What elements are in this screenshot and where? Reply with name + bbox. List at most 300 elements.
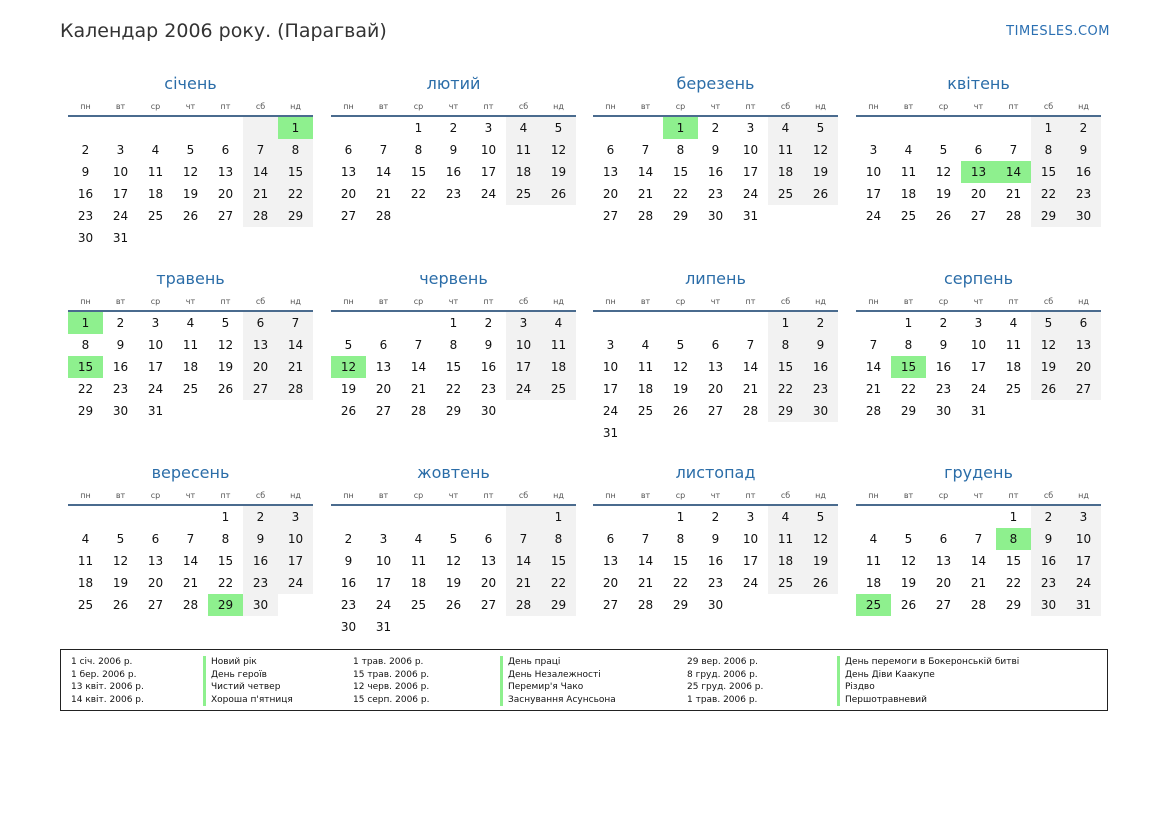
day-cell[interactable]: 7 — [414, 338, 423, 352]
day-cell[interactable]: 23 — [77, 209, 94, 223]
day-cell[interactable]: 3 — [869, 143, 878, 157]
day-cell[interactable]: 21 — [970, 576, 987, 590]
day-cell[interactable]: 30 — [707, 598, 724, 612]
day-cell[interactable]: 23 — [445, 187, 462, 201]
day-cell[interactable]: 15 — [445, 360, 462, 374]
day-cell[interactable]: 3 — [379, 532, 388, 546]
day-cell[interactable]: 29 — [900, 404, 917, 418]
day-cell[interactable]: 21 — [375, 187, 392, 201]
day-cell[interactable]: 15 — [1005, 554, 1022, 568]
day-cell[interactable]: 13 — [935, 554, 952, 568]
day-cell[interactable]: 26 — [541, 183, 576, 205]
day-cell[interactable]: 4 — [151, 143, 160, 157]
day-cell[interactable]: 22 — [77, 382, 94, 396]
day-cell[interactable]: 22 — [1005, 576, 1022, 590]
day-cell[interactable]: 6 — [606, 143, 615, 157]
day-cell[interactable]: 28 — [506, 594, 541, 616]
day-cell[interactable]: 20 — [243, 356, 278, 378]
day-cell[interactable]: 17 — [147, 360, 164, 374]
day-cell[interactable]: 29 — [1005, 598, 1022, 612]
day-cell[interactable]: 30 — [803, 400, 838, 422]
day-cell[interactable]: 2 — [81, 143, 90, 157]
day-cell[interactable]: 13 — [480, 554, 497, 568]
day-cell[interactable]: 14 — [278, 334, 313, 356]
day-cell[interactable]: 19 — [445, 576, 462, 590]
day-cell[interactable]: 11 — [506, 139, 541, 161]
day-cell[interactable]: 7 — [641, 532, 650, 546]
day-cell[interactable]: 26 — [672, 404, 689, 418]
day-cell[interactable]: 8 — [676, 143, 685, 157]
day-cell[interactable]: 27 — [970, 209, 987, 223]
holiday-day-cell[interactable]: 13 — [961, 161, 996, 183]
day-cell[interactable]: 25 — [541, 378, 576, 400]
day-cell[interactable]: 22 — [445, 382, 462, 396]
day-cell[interactable]: 13 — [340, 165, 357, 179]
day-cell[interactable]: 20 — [602, 187, 619, 201]
day-cell[interactable]: 18 — [865, 576, 882, 590]
day-cell[interactable]: 5 — [676, 338, 685, 352]
day-cell[interactable]: 6 — [484, 532, 493, 546]
day-cell[interactable]: 11 — [768, 528, 803, 550]
day-cell[interactable]: 23 — [1031, 572, 1066, 594]
day-cell[interactable]: 4 — [641, 338, 650, 352]
day-cell[interactable]: 9 — [711, 532, 720, 546]
day-cell[interactable]: 22 — [1031, 183, 1066, 205]
day-cell[interactable]: 21 — [243, 183, 278, 205]
day-cell[interactable]: 18 — [147, 187, 164, 201]
day-cell[interactable]: 31 — [147, 404, 164, 418]
day-cell[interactable]: 7 — [186, 532, 195, 546]
day-cell[interactable]: 13 — [375, 360, 392, 374]
day-cell[interactable]: 4 — [1009, 316, 1018, 330]
day-cell[interactable]: 26 — [935, 209, 952, 223]
day-cell[interactable]: 13 — [147, 554, 164, 568]
day-cell[interactable]: 19 — [900, 576, 917, 590]
day-cell[interactable]: 25 — [77, 598, 94, 612]
day-cell[interactable]: 7 — [243, 139, 278, 161]
day-cell[interactable]: 18 — [900, 187, 917, 201]
day-cell[interactable]: 1 — [449, 316, 458, 330]
day-cell[interactable]: 2 — [803, 312, 838, 334]
day-cell[interactable]: 13 — [243, 334, 278, 356]
day-cell[interactable]: 3 — [606, 338, 615, 352]
day-cell[interactable]: 23 — [935, 382, 952, 396]
day-cell[interactable]: 12 — [112, 554, 129, 568]
day-cell[interactable]: 17 — [865, 187, 882, 201]
day-cell[interactable]: 4 — [541, 312, 576, 334]
day-cell[interactable]: 5 — [1031, 312, 1066, 334]
day-cell[interactable]: 27 — [602, 598, 619, 612]
day-cell[interactable]: 15 — [410, 165, 427, 179]
day-cell[interactable]: 21 — [1005, 187, 1022, 201]
day-cell[interactable]: 6 — [151, 532, 160, 546]
day-cell[interactable]: 20 — [480, 576, 497, 590]
day-cell[interactable]: 31 — [602, 426, 619, 440]
day-cell[interactable]: 30 — [707, 209, 724, 223]
day-cell[interactable]: 18 — [637, 382, 654, 396]
day-cell[interactable]: 26 — [112, 598, 129, 612]
day-cell[interactable]: 21 — [182, 576, 199, 590]
day-cell[interactable]: 7 — [974, 532, 983, 546]
day-cell[interactable]: 18 — [182, 360, 199, 374]
day-cell[interactable]: 24 — [742, 576, 759, 590]
day-cell[interactable]: 2 — [711, 121, 720, 135]
day-cell[interactable]: 7 — [869, 338, 878, 352]
day-cell[interactable]: 4 — [414, 532, 423, 546]
day-cell[interactable]: 8 — [768, 334, 803, 356]
day-cell[interactable]: 10 — [147, 338, 164, 352]
day-cell[interactable]: 27 — [602, 209, 619, 223]
day-cell[interactable]: 25 — [506, 183, 541, 205]
day-cell[interactable]: 9 — [81, 165, 90, 179]
day-cell[interactable]: 1 — [1009, 510, 1018, 524]
day-cell[interactable]: 13 — [217, 165, 234, 179]
day-cell[interactable]: 14 — [182, 554, 199, 568]
day-cell[interactable]: 20 — [375, 382, 392, 396]
day-cell[interactable]: 10 — [480, 143, 497, 157]
day-cell[interactable]: 25 — [410, 598, 427, 612]
day-cell[interactable]: 16 — [243, 550, 278, 572]
day-cell[interactable]: 4 — [768, 506, 803, 528]
day-cell[interactable]: 11 — [768, 139, 803, 161]
day-cell[interactable]: 9 — [1066, 139, 1101, 161]
day-cell[interactable]: 12 — [217, 338, 234, 352]
day-cell[interactable]: 14 — [637, 165, 654, 179]
day-cell[interactable]: 20 — [707, 382, 724, 396]
day-cell[interactable]: 12 — [541, 139, 576, 161]
day-cell[interactable]: 25 — [182, 382, 199, 396]
day-cell[interactable]: 25 — [768, 183, 803, 205]
day-cell[interactable]: 16 — [445, 165, 462, 179]
day-cell[interactable]: 6 — [606, 532, 615, 546]
day-cell[interactable]: 1 — [676, 510, 685, 524]
day-cell[interactable]: 23 — [112, 382, 129, 396]
day-cell[interactable]: 9 — [711, 143, 720, 157]
day-cell[interactable]: 28 — [637, 598, 654, 612]
day-cell[interactable]: 15 — [672, 554, 689, 568]
day-cell[interactable]: 10 — [278, 528, 313, 550]
day-cell[interactable]: 11 — [182, 338, 199, 352]
day-cell[interactable]: 24 — [970, 382, 987, 396]
day-cell[interactable]: 19 — [112, 576, 129, 590]
day-cell[interactable]: 26 — [803, 183, 838, 205]
day-cell[interactable]: 10 — [112, 165, 129, 179]
holiday-day-cell[interactable]: 1 — [68, 312, 103, 334]
day-cell[interactable]: 29 — [672, 209, 689, 223]
day-cell[interactable]: 21 — [637, 576, 654, 590]
day-cell[interactable]: 15 — [768, 356, 803, 378]
day-cell[interactable]: 5 — [939, 143, 948, 157]
day-cell[interactable]: 3 — [151, 316, 160, 330]
day-cell[interactable]: 2 — [243, 506, 278, 528]
day-cell[interactable]: 18 — [768, 161, 803, 183]
day-cell[interactable]: 20 — [970, 187, 987, 201]
day-cell[interactable]: 24 — [112, 209, 129, 223]
day-cell[interactable]: 7 — [1009, 143, 1018, 157]
day-cell[interactable]: 1 — [541, 506, 576, 528]
day-cell[interactable]: 27 — [1066, 378, 1101, 400]
day-cell[interactable]: 24 — [865, 209, 882, 223]
day-cell[interactable]: 19 — [803, 161, 838, 183]
day-cell[interactable]: 12 — [803, 139, 838, 161]
day-cell[interactable]: 29 — [445, 404, 462, 418]
day-cell[interactable]: 24 — [1066, 572, 1101, 594]
day-cell[interactable]: 2 — [939, 316, 948, 330]
day-cell[interactable]: 29 — [278, 205, 313, 227]
day-cell[interactable]: 30 — [935, 404, 952, 418]
day-cell[interactable]: 5 — [803, 117, 838, 139]
day-cell[interactable]: 18 — [541, 356, 576, 378]
day-cell[interactable]: 30 — [77, 231, 94, 245]
day-cell[interactable]: 3 — [484, 121, 493, 135]
day-cell[interactable]: 5 — [344, 338, 353, 352]
day-cell[interactable]: 27 — [707, 404, 724, 418]
day-cell[interactable]: 25 — [768, 572, 803, 594]
day-cell[interactable]: 28 — [410, 404, 427, 418]
day-cell[interactable]: 22 — [672, 187, 689, 201]
day-cell[interactable]: 14 — [375, 165, 392, 179]
holiday-day-cell[interactable]: 8 — [996, 528, 1031, 550]
day-cell[interactable]: 17 — [112, 187, 129, 201]
day-cell[interactable]: 8 — [541, 528, 576, 550]
day-cell[interactable]: 8 — [676, 532, 685, 546]
day-cell[interactable]: 8 — [221, 532, 230, 546]
day-cell[interactable]: 3 — [506, 312, 541, 334]
day-cell[interactable]: 16 — [112, 360, 129, 374]
day-cell[interactable]: 13 — [602, 165, 619, 179]
day-cell[interactable]: 14 — [970, 554, 987, 568]
day-cell[interactable]: 17 — [602, 382, 619, 396]
day-cell[interactable]: 22 — [900, 382, 917, 396]
day-cell[interactable]: 11 — [865, 554, 882, 568]
day-cell[interactable]: 28 — [637, 209, 654, 223]
day-cell[interactable]: 1 — [414, 121, 423, 135]
day-cell[interactable]: 11 — [637, 360, 654, 374]
day-cell[interactable]: 11 — [77, 554, 94, 568]
day-cell[interactable]: 7 — [278, 312, 313, 334]
day-cell[interactable]: 10 — [375, 554, 392, 568]
day-cell[interactable]: 7 — [641, 143, 650, 157]
holiday-day-cell[interactable]: 29 — [208, 594, 243, 616]
day-cell[interactable]: 21 — [742, 382, 759, 396]
day-cell[interactable]: 14 — [410, 360, 427, 374]
day-cell[interactable]: 18 — [77, 576, 94, 590]
day-cell[interactable]: 6 — [974, 143, 983, 157]
day-cell[interactable]: 30 — [340, 620, 357, 634]
day-cell[interactable]: 24 — [742, 187, 759, 201]
day-cell[interactable]: 16 — [1066, 161, 1101, 183]
day-cell[interactable]: 18 — [506, 161, 541, 183]
day-cell[interactable]: 7 — [379, 143, 388, 157]
day-cell[interactable]: 11 — [410, 554, 427, 568]
day-cell[interactable]: 20 — [217, 187, 234, 201]
day-cell[interactable]: 6 — [379, 338, 388, 352]
day-cell[interactable]: 28 — [278, 378, 313, 400]
day-cell[interactable]: 27 — [480, 598, 497, 612]
day-cell[interactable]: 12 — [672, 360, 689, 374]
day-cell[interactable]: 31 — [742, 209, 759, 223]
day-cell[interactable]: 16 — [1031, 550, 1066, 572]
day-cell[interactable]: 1 — [1031, 117, 1066, 139]
day-cell[interactable]: 16 — [707, 554, 724, 568]
day-cell[interactable]: 22 — [410, 187, 427, 201]
day-cell[interactable]: 9 — [116, 338, 125, 352]
day-cell[interactable]: 1 — [768, 312, 803, 334]
day-cell[interactable]: 19 — [182, 187, 199, 201]
day-cell[interactable]: 6 — [344, 143, 353, 157]
day-cell[interactable]: 22 — [278, 183, 313, 205]
day-cell[interactable]: 24 — [147, 382, 164, 396]
day-cell[interactable]: 28 — [865, 404, 882, 418]
day-cell[interactable]: 22 — [217, 576, 234, 590]
day-cell[interactable]: 22 — [541, 572, 576, 594]
day-cell[interactable]: 12 — [803, 528, 838, 550]
day-cell[interactable]: 22 — [672, 576, 689, 590]
day-cell[interactable]: 12 — [182, 165, 199, 179]
day-cell[interactable]: 15 — [278, 161, 313, 183]
day-cell[interactable]: 16 — [77, 187, 94, 201]
day-cell[interactable]: 8 — [278, 139, 313, 161]
day-cell[interactable]: 18 — [768, 550, 803, 572]
day-cell[interactable]: 4 — [904, 143, 913, 157]
day-cell[interactable]: 25 — [1005, 382, 1022, 396]
day-cell[interactable]: 26 — [340, 404, 357, 418]
day-cell[interactable]: 5 — [904, 532, 913, 546]
day-cell[interactable]: 9 — [243, 528, 278, 550]
day-cell[interactable]: 9 — [449, 143, 458, 157]
day-cell[interactable]: 21 — [506, 572, 541, 594]
day-cell[interactable]: 2 — [1066, 117, 1101, 139]
day-cell[interactable]: 8 — [449, 338, 458, 352]
day-cell[interactable]: 31 — [970, 404, 987, 418]
day-cell[interactable]: 3 — [746, 510, 755, 524]
day-cell[interactable]: 6 — [221, 143, 230, 157]
day-cell[interactable]: 29 — [77, 404, 94, 418]
holiday-day-cell[interactable]: 12 — [331, 356, 366, 378]
day-cell[interactable]: 8 — [1031, 139, 1066, 161]
day-cell[interactable]: 4 — [768, 117, 803, 139]
day-cell[interactable]: 1 — [221, 510, 230, 524]
day-cell[interactable]: 4 — [506, 117, 541, 139]
day-cell[interactable]: 3 — [278, 506, 313, 528]
day-cell[interactable]: 21 — [410, 382, 427, 396]
day-cell[interactable]: 5 — [449, 532, 458, 546]
day-cell[interactable]: 13 — [602, 554, 619, 568]
day-cell[interactable]: 20 — [935, 576, 952, 590]
day-cell[interactable]: 17 — [1066, 550, 1101, 572]
day-cell[interactable]: 19 — [541, 161, 576, 183]
day-cell[interactable]: 23 — [480, 382, 497, 396]
day-cell[interactable]: 28 — [182, 598, 199, 612]
day-cell[interactable]: 5 — [186, 143, 195, 157]
day-cell[interactable]: 23 — [243, 572, 278, 594]
day-cell[interactable]: 16 — [803, 356, 838, 378]
day-cell[interactable]: 2 — [711, 510, 720, 524]
day-cell[interactable]: 20 — [147, 576, 164, 590]
day-cell[interactable]: 26 — [182, 209, 199, 223]
day-cell[interactable]: 16 — [480, 360, 497, 374]
day-cell[interactable]: 1 — [904, 316, 913, 330]
day-cell[interactable]: 23 — [707, 576, 724, 590]
day-cell[interactable]: 26 — [900, 598, 917, 612]
day-cell[interactable]: 22 — [768, 378, 803, 400]
day-cell[interactable]: 26 — [445, 598, 462, 612]
day-cell[interactable]: 8 — [81, 338, 90, 352]
day-cell[interactable]: 21 — [637, 187, 654, 201]
day-cell[interactable]: 17 — [742, 165, 759, 179]
day-cell[interactable]: 8 — [414, 143, 423, 157]
holiday-day-cell[interactable]: 14 — [996, 161, 1031, 183]
day-cell[interactable]: 25 — [147, 209, 164, 223]
day-cell[interactable]: 13 — [707, 360, 724, 374]
day-cell[interactable]: 15 — [217, 554, 234, 568]
day-cell[interactable]: 11 — [1005, 338, 1022, 352]
day-cell[interactable]: 9 — [1031, 528, 1066, 550]
day-cell[interactable]: 14 — [865, 360, 882, 374]
day-cell[interactable]: 28 — [1005, 209, 1022, 223]
day-cell[interactable]: 18 — [1005, 360, 1022, 374]
day-cell[interactable]: 10 — [970, 338, 987, 352]
day-cell[interactable]: 15 — [541, 550, 576, 572]
day-cell[interactable]: 24 — [602, 404, 619, 418]
day-cell[interactable]: 17 — [480, 165, 497, 179]
day-cell[interactable]: 31 — [375, 620, 392, 634]
brand-link[interactable]: TIMESLES.COM — [1006, 24, 1110, 39]
day-cell[interactable]: 3 — [974, 316, 983, 330]
day-cell[interactable]: 24 — [480, 187, 497, 201]
day-cell[interactable]: 15 — [672, 165, 689, 179]
day-cell[interactable]: 15 — [1031, 161, 1066, 183]
day-cell[interactable]: 17 — [278, 550, 313, 572]
day-cell[interactable]: 4 — [81, 532, 90, 546]
day-cell[interactable]: 20 — [602, 576, 619, 590]
day-cell[interactable]: 23 — [707, 187, 724, 201]
day-cell[interactable]: 19 — [803, 550, 838, 572]
day-cell[interactable]: 25 — [637, 404, 654, 418]
day-cell[interactable]: 10 — [506, 334, 541, 356]
day-cell[interactable]: 6 — [939, 532, 948, 546]
day-cell[interactable]: 28 — [742, 404, 759, 418]
day-cell[interactable]: 23 — [1066, 183, 1101, 205]
day-cell[interactable]: 14 — [506, 550, 541, 572]
day-cell[interactable]: 9 — [344, 554, 353, 568]
day-cell[interactable]: 29 — [768, 400, 803, 422]
day-cell[interactable]: 6 — [243, 312, 278, 334]
day-cell[interactable]: 4 — [869, 532, 878, 546]
day-cell[interactable]: 27 — [243, 378, 278, 400]
day-cell[interactable]: 20 — [1066, 356, 1101, 378]
day-cell[interactable]: 6 — [1066, 312, 1101, 334]
day-cell[interactable]: 17 — [506, 356, 541, 378]
day-cell[interactable]: 27 — [147, 598, 164, 612]
day-cell[interactable]: 14 — [243, 161, 278, 183]
day-cell[interactable]: 12 — [900, 554, 917, 568]
day-cell[interactable]: 31 — [112, 231, 129, 245]
day-cell[interactable]: 9 — [803, 334, 838, 356]
holiday-day-cell[interactable]: 25 — [856, 594, 891, 616]
day-cell[interactable]: 3 — [1066, 506, 1101, 528]
day-cell[interactable]: 27 — [375, 404, 392, 418]
day-cell[interactable]: 24 — [375, 598, 392, 612]
day-cell[interactable]: 30 — [1066, 205, 1101, 227]
day-cell[interactable]: 12 — [445, 554, 462, 568]
day-cell[interactable]: 9 — [939, 338, 948, 352]
day-cell[interactable]: 10 — [742, 143, 759, 157]
day-cell[interactable]: 13 — [1066, 334, 1101, 356]
day-cell[interactable]: 21 — [278, 356, 313, 378]
day-cell[interactable]: 16 — [707, 165, 724, 179]
day-cell[interactable]: 5 — [541, 117, 576, 139]
